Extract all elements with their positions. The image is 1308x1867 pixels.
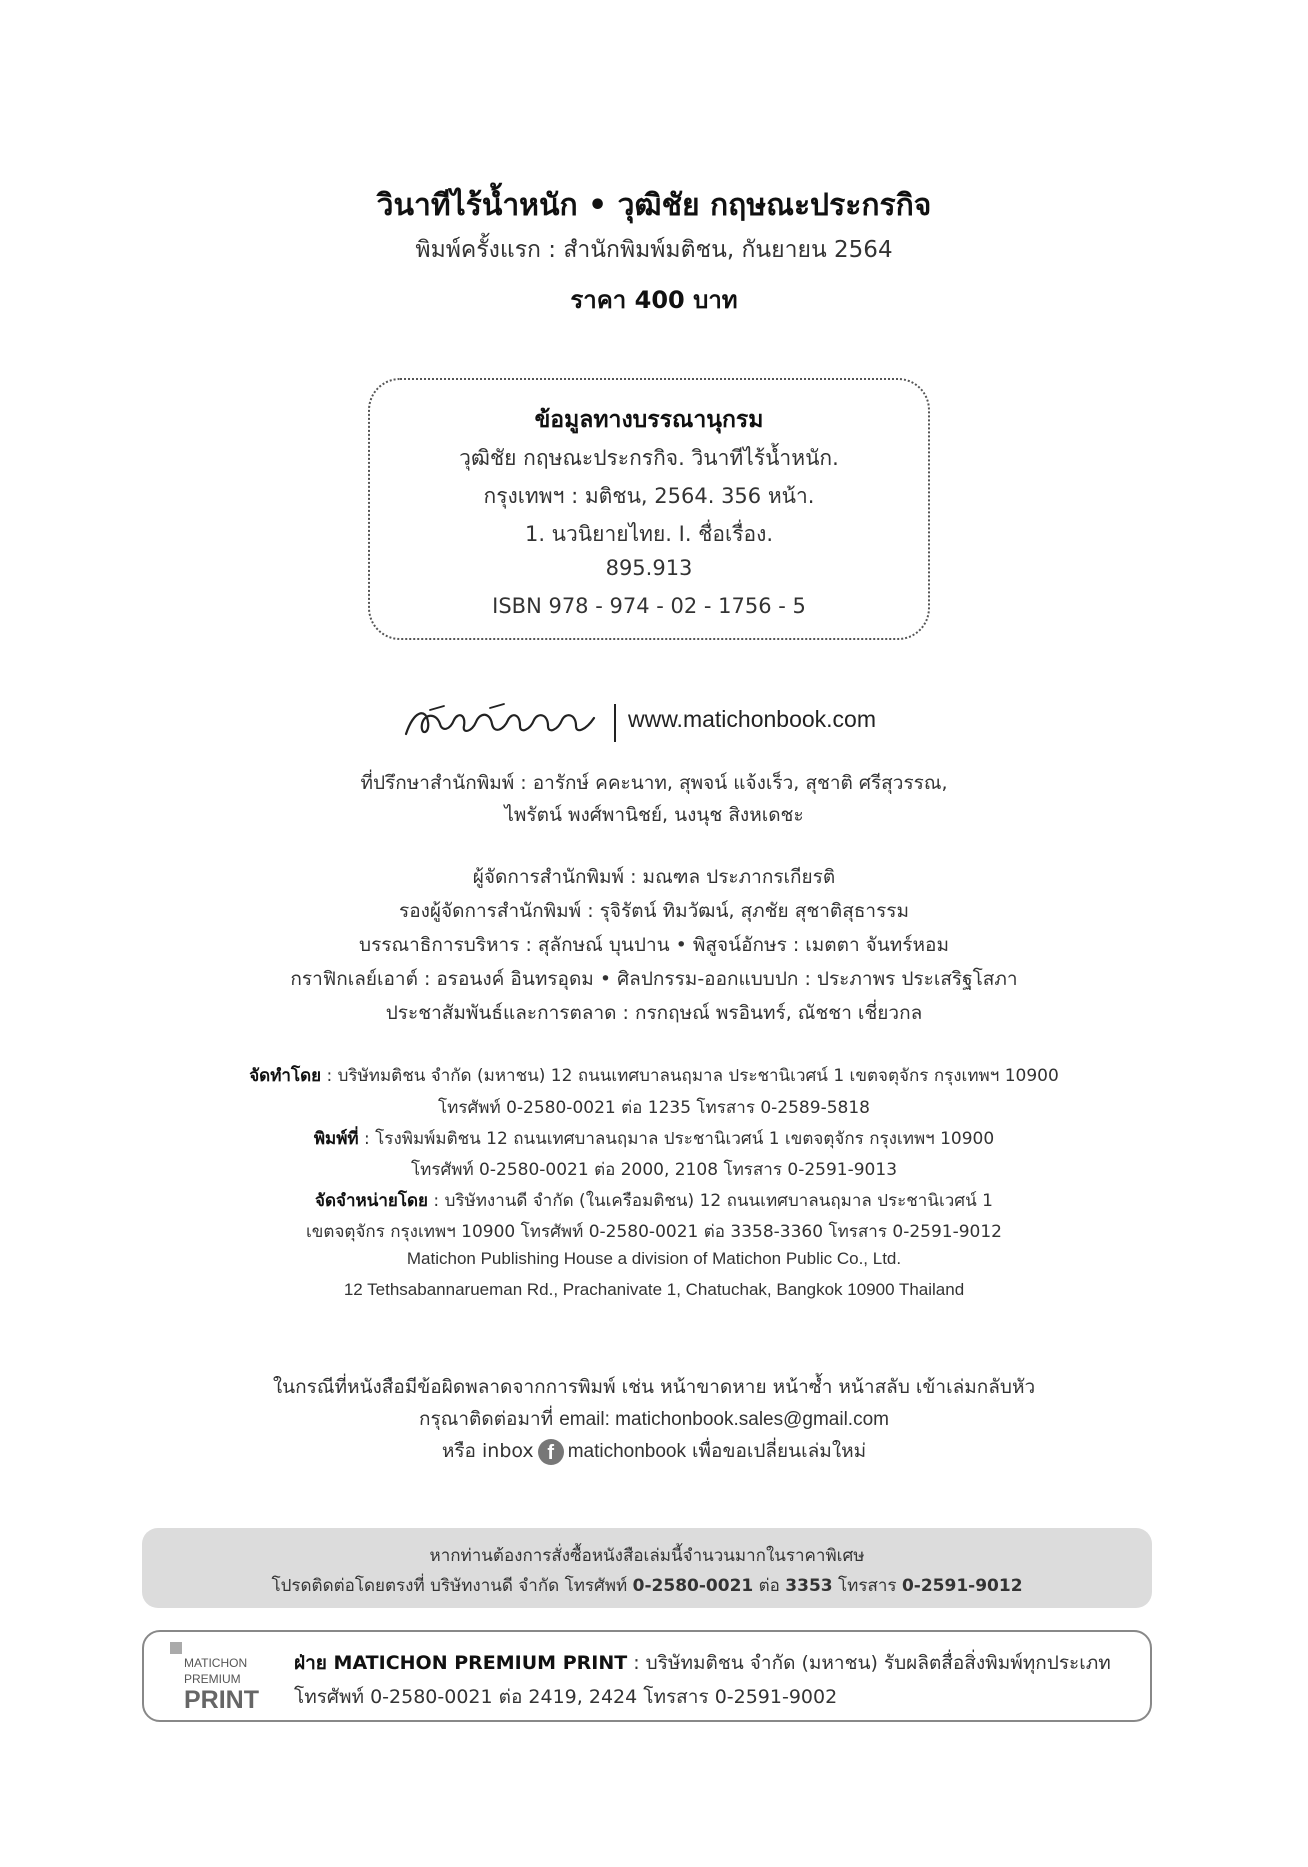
distributor-line [0,1187,1308,1214]
printer-phone: โทรศัพท์ 0-2580-0021 ต่อ 2000, 2108 โทรสาร 0-2591-9013 [410,1160,898,1180]
staff-line: ประชาสัมพันธ์และการตลาด : กรกฤษณ์ พรอินทร์, ณัชชา เชี่ยวกล [385,1002,923,1024]
bulk-order-box [142,1528,1152,1608]
staff-line: บรรณาธิการบริหาร : สุลักษณ์ บุนปาน • พิสูจน์อักษร : เมตตา จันทร์หอม [359,934,949,956]
website-link[interactable]: www.matichonbook.com [628,706,876,732]
distributor-address: : บริษัทงานดี จำกัด (ในเครือมติชน) 12 ถนนเทศบาลนฤมาล ประชานิเวศน์ 1 [428,1191,993,1211]
premium-print-box [142,1630,1152,1722]
bulk-ext-label: ต่อ [753,1576,786,1596]
errata-line: ในกรณีที่หนังสือมีข้อผิดพลาดจากการพิมพ์ เช่น หน้าขาดหาย หน้าซ้ำ หน้าสลับ เข้าเล่มกลับหัว [272,1376,1036,1398]
facebook-handle[interactable]: matichonbook [567,1441,686,1462]
premium-print-line [294,1648,1111,1678]
distributor-label: จัดจำหน่ายโดย [315,1191,429,1211]
logo-divider [614,704,616,742]
facebook-icon: f [538,1439,564,1465]
isbn: ISBN 978 - 974 - 02 - 1756 - 5 [492,594,806,618]
premium-logo-word: PREMIUM [184,1672,241,1686]
premium-print-phone: โทรศัพท์ 0-2580-0021 ต่อ 2419, 2424 โทรสาร 0-2591-9002 [294,1686,838,1708]
producer-line [0,1062,1308,1089]
errata-inbox-suffix: เพื่อขอเปลี่ยนเล่มใหม่ [685,1440,867,1462]
publisher-logo [400,700,600,744]
bulk-ext: 3353 [785,1576,833,1596]
premium-print-desc: : บริษัทมติชน จำกัด (มหาชน) รับผลิตสื่อสิ่งพิมพ์ทุกประเภท [627,1652,1111,1674]
premium-logo-word: MATICHON [184,1656,248,1670]
publisher-row [0,700,1308,744]
book-title: วินาทีไร้น้ำหนัก • วุฒิชัย กฤษณะประกรกิจ [376,188,932,223]
errata-contact [0,1404,1308,1434]
producer-address: : บริษัทมติชน จำกัด (มหาชน) 12 ถนนเทศบาลนฤมาล ประชานิเวศน์ 1 เขตจตุจักร กรุงเทพฯ 10900 [321,1066,1059,1086]
staff-line: ผู้จัดการสำนักพิมพ์ : มณฑล ประภากรเกียรติ [472,866,836,888]
english-address-line: 12 Tethsabannarueman Rd., Prachanivate 1, Chatuchak, Bangkok 10900 Thailand [343,1280,965,1299]
cataloging-heading: ข้อมูลทางบรรณานุกรม [534,407,764,433]
staff-line: กราฟิกเลย์เอาต์ : อรอนงค์ อินทรอุดม • ศิลปกรรม-ออกแบบปก : ประภาพร ประเสริฐโสภา [290,968,1018,990]
producer-phone: โทรศัพท์ 0-2580-0021 ต่อ 1235 โทรสาร 0-2589-5818 [438,1098,870,1118]
printer-address: : โรงพิมพ์มติชน 12 ถนนเทศบาลนฤมาล ประชานิเวศน์ 1 เขตจตุจักร กรุงเทพฯ 10900 [358,1129,995,1149]
bulk-phone: 0-2580-0021 [632,1576,754,1596]
errata-inbox [0,1436,1308,1466]
cataloging-line: กรุงเทพฯ : มติชน, 2564. 356 หน้า. [483,484,815,508]
staff-line: รองผู้จัดการสำนักพิมพ์ : รุจิรัตน์ ทิมวัฒน์, สุภชัย สุชาติสุธารรม [398,900,910,922]
cataloging-line: 895.913 [605,556,693,580]
distributor-phone: เขตจตุจักร กรุงเทพฯ 10900 โทรศัพท์ 0-2580-0021 ต่อ 3358-3360 โทรสาร 0-2591-9012 [306,1222,1002,1242]
first-print-line: พิมพ์ครั้งแรก : สำนักพิมพ์มติชน, กันยายน 2564 [415,237,893,263]
cataloging-line: 1. นวนิยายไทย. I. ชื่อเรื่อง. [524,522,774,546]
advisors-line: ที่ปรึกษาสำนักพิมพ์ : อารักษ์ คคะนาท, สุพจน์ แจ้งเร็ว, สุชาติ ศรีสุวรรณ, [360,772,948,794]
producer-label: จัดทำโดย [249,1066,322,1086]
cataloging-line: วุฒิชัย กฤษณะประกรกิจ. วินาทีไร้น้ำหนัก. [459,446,839,470]
bulk-fax: 0-2591-9012 [901,1576,1023,1596]
english-publisher-line: Matichon Publishing House a division of Matichon Public Co., Ltd. [406,1249,902,1268]
premium-logo-word: PRINT [184,1686,259,1714]
bulk-order-line: หากท่านต้องการสั่งซื้อหนังสือเล่มนี้จำนวนมากในราคาพิเศษ [429,1546,865,1566]
premium-print-logo [170,1642,260,1714]
advisors-line: ไพรัตน์ พงศ์พานิชย์, นงนุช สิงหเดชะ [504,804,804,826]
printer-label: พิมพ์ที่ [313,1129,359,1149]
contact-email[interactable]: email: matichonbook.sales@gmail.com [559,1409,889,1430]
printer-line [0,1125,1308,1152]
cataloging-box [368,378,930,640]
errata-contact-prefix: กรุณาติดต่อมาที่ [419,1408,560,1430]
price: ราคา 400 บาท [570,286,738,314]
premium-print-label: ฝ่าย MATICHON PREMIUM PRINT [294,1652,628,1674]
errata-inbox-prefix: หรือ inbox [441,1440,534,1462]
bulk-order-prefix: โปรดติดต่อโดยตรงที่ บริษัทงานดี จำกัด โทรศัพท์ [271,1576,633,1596]
bulk-order-contact [142,1572,1152,1599]
premium-logo-square [170,1642,182,1654]
bulk-fax-label: โทรสาร [832,1576,902,1596]
